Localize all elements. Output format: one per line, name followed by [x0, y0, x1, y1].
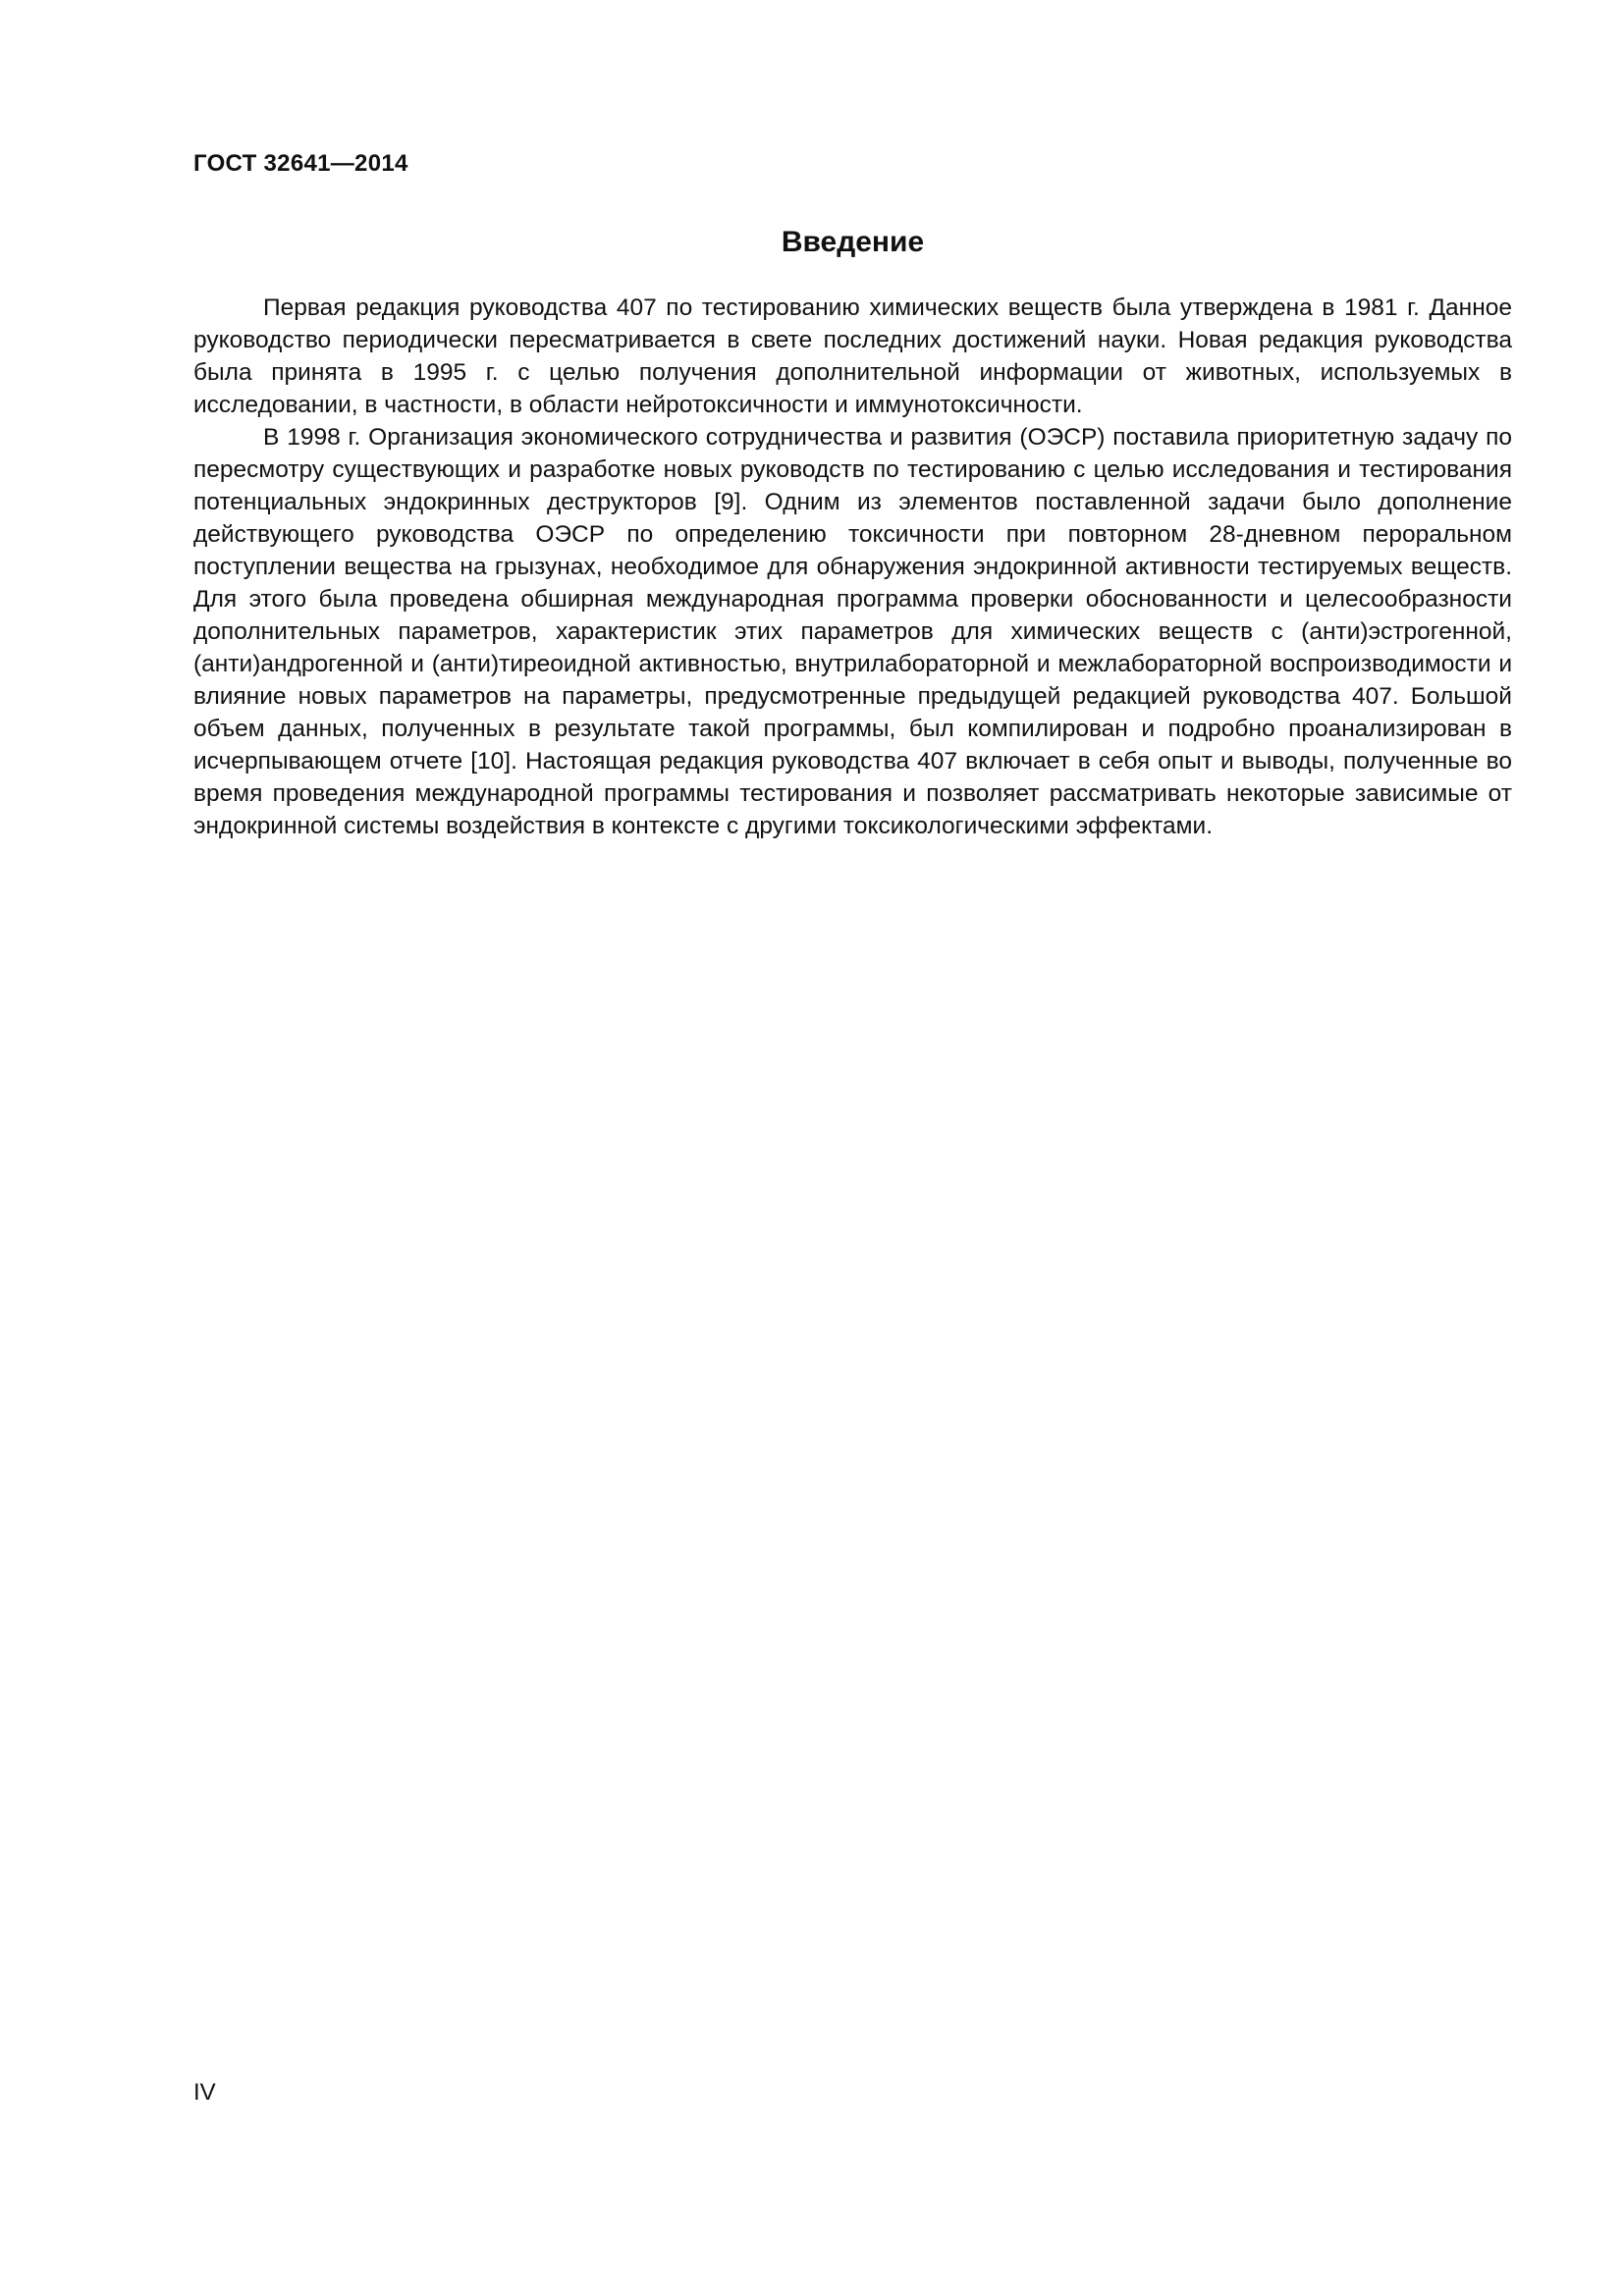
section-title: Введение [781, 226, 925, 258]
introduction-body [193, 292, 1512, 842]
paragraph-2: В 1998 г. Организация экономического сотрудничества и развития (ОЭСР) поставила приоритетную задачу по пересмотру существующих и разработке новых руководств по тестированию с целью исследования и тестирования потенциальных эндокринных деструкторов [9]. Одним из элементов поставленной задачи было дополнение действующего руководства ОЭСР по определению токсичности при повторном 28-дневном пероральном поступлении вещества на грызунах, необходимое для обнаружения эндокринной активности тестируемых веществ. Для этого была проведена обширная международная программа проверки обоснованности и целесообразности дополнительных параметров, характеристик этих параметров для химических веществ с (анти)эстрогенной, (анти)андрогенной и (анти)тиреоидной активностью, внутрилабораторной и межлабораторной воспроизводимости и влияние новых параметров на параметры, предусмотренные предыдущей редакцией руководства 407. Большой объем данных, полученных в результате такой программы, был компилирован и подробно проанализирован в исчерпывающем отчете [10]. Настоящая редакция руководства 407 включает в себя опыт и выводы, полученные во время проведения международной программы тестирования и позволяет рассматривать некоторые зависимые от эндокринной системы воздействия в контексте с другими токсикологическими эффектами. [193, 424, 1512, 839]
page-number: IV [193, 2079, 216, 2106]
document-code-header: ГОСТ 32641—2014 [193, 150, 408, 177]
paragraph-1: Первая редакция руководства 407 по тестированию химических веществ была утверждена в 1981 г. Данное руководство периодически пересматривается в свете последних достижений науки. Новая редакция руководства была принята в 1995 г. с целью получения дополнительной информации от животных, используемых в исследовании, в частности, в области нейротоксичности и иммунотоксичности. [193, 294, 1512, 418]
